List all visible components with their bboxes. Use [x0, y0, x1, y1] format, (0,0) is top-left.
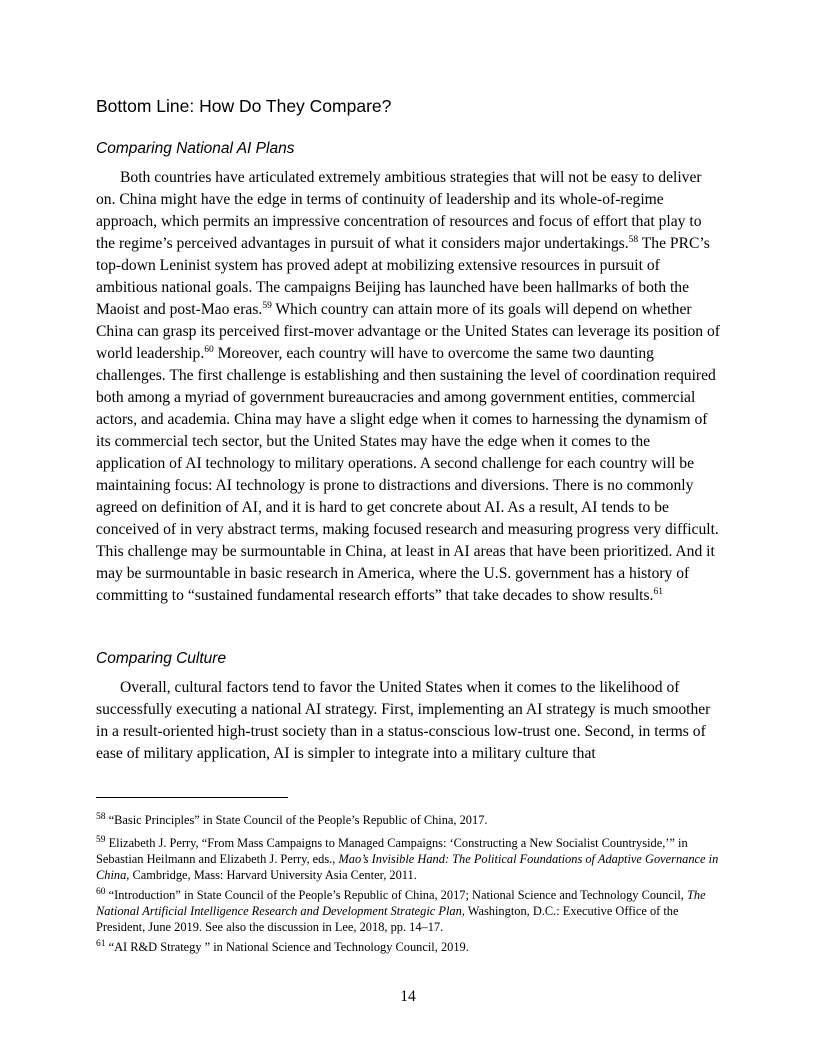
italic-title: The National Artificial Intelligence Research and Development Strategic Plan [96, 888, 706, 918]
italic-title: Mao’s Invisible Hand: The Political Foundations of Adaptive Governance in China [96, 852, 719, 882]
footnote-ref-60: 60 [204, 344, 214, 355]
text-run: “Basic Principles” in State Council of the People’s Republic of China, 2017. [108, 813, 488, 827]
page-number: 14 [400, 988, 416, 1005]
footnote-ref-61: 61 [653, 586, 663, 597]
text-run: “AI R&D Strategy ” in National Science and Technology Council, 2019. [108, 940, 469, 954]
footnote-60 [96, 887, 720, 935]
paragraph-culture [96, 677, 720, 765]
footnote-divider [96, 797, 288, 798]
section-heading: Bottom Line: How Do They Compare? [96, 96, 392, 116]
footnote-number: 58 [96, 811, 106, 822]
footnote-number: 60 [96, 886, 106, 897]
footnote-ref-58: 58 [628, 234, 639, 245]
footnote-number: 59 [96, 834, 106, 845]
text-run: The PRC’s top-down Leninist system has proved adept at mobilizing extensive resources in pursuit of ambitious national goals. The campaigns Beijing has launched have been hallmarks of both the Maoist and post-Mao eras. [96, 235, 710, 318]
paragraph-ai-plans [96, 167, 720, 607]
text-run: Moreover, each country will have to overcome the same two daunting challenges. The first challenge is establishing and then sustaining the level of coordination required both among a myriad of government bureaucracies and among government entities, commercial actors, and academia. China may have a slight edge when it comes to harnessing the dynamism of its commercial tech sector, but the United States may have the edge when it comes to the application of AI technology to military operations. A second challenge for each country will be maintaining focus: AI technology is prone to distractions and diversions. There is no commonly agreed on definition of AI, and it is hard to get concrete about AI. As a result, AI tends to be conceived of in very abstract terms, making focused research and measuring progress very difficult. This challenge may be surmountable in China, at least in AI areas that have been prioritized. And it may be surmountable in basic research in America, where the U.S. government has a history of committing to “sustained fundamental research efforts” that take decades to show results. [96, 345, 719, 604]
footnote-number: 61 [96, 938, 106, 949]
footnote-59 [96, 835, 720, 883]
text-run: “Introduction” in State Council of the People’s Republic of China, 2017; National Science and Technology Council, [108, 888, 687, 902]
text-run: Which country can attain more of its goals will depend on whether China can grasp its perceived first-mover advantage or the United States can leverage its position of world leadership. [96, 301, 720, 362]
footnote-61 [96, 939, 720, 955]
text-run: Overall, cultural factors tend to favor the United States when it comes to the likelihood of successfully executing a national AI strategy. First, implementing an AI strategy is much smoother in a result-oriented high-trust society than in a status-conscious low-trust one. Second, in terms of ease of military application, AI is simpler to integrate into a military culture that [96, 679, 711, 762]
subsection-title-culture: Comparing Culture [96, 650, 227, 667]
footnote-58 [96, 812, 720, 828]
text-run: , Cambridge, Mass: Harvard University Asia Center, 2011. [126, 868, 417, 882]
text-run: Both countries have articulated extremely ambitious strategies that will not be easy to deliver on. China might have the edge in terms of continuity of leadership and its whole-of-regime approach, which permits an impressive concentration of resources and focus of effort that play to the regime’s perceived advantages in pursuit of what it considers major undertakings. [96, 169, 702, 252]
text-run: Elizabeth J. Perry, “From Mass Campaigns to Managed Campaigns: ‘Constructing a New Socialist Countryside,’” in Sebastian Heilmann and Elizabeth J. Perry, eds., [96, 836, 688, 866]
text-run: , Washington, D.C.: Executive Office of the President, June 2019. See also the discussion in Lee, 2018, pp. 14–17. [96, 904, 679, 934]
footnote-ref-59: 59 [262, 300, 272, 311]
subsection-title-ai-plans: Comparing National AI Plans [96, 140, 295, 157]
